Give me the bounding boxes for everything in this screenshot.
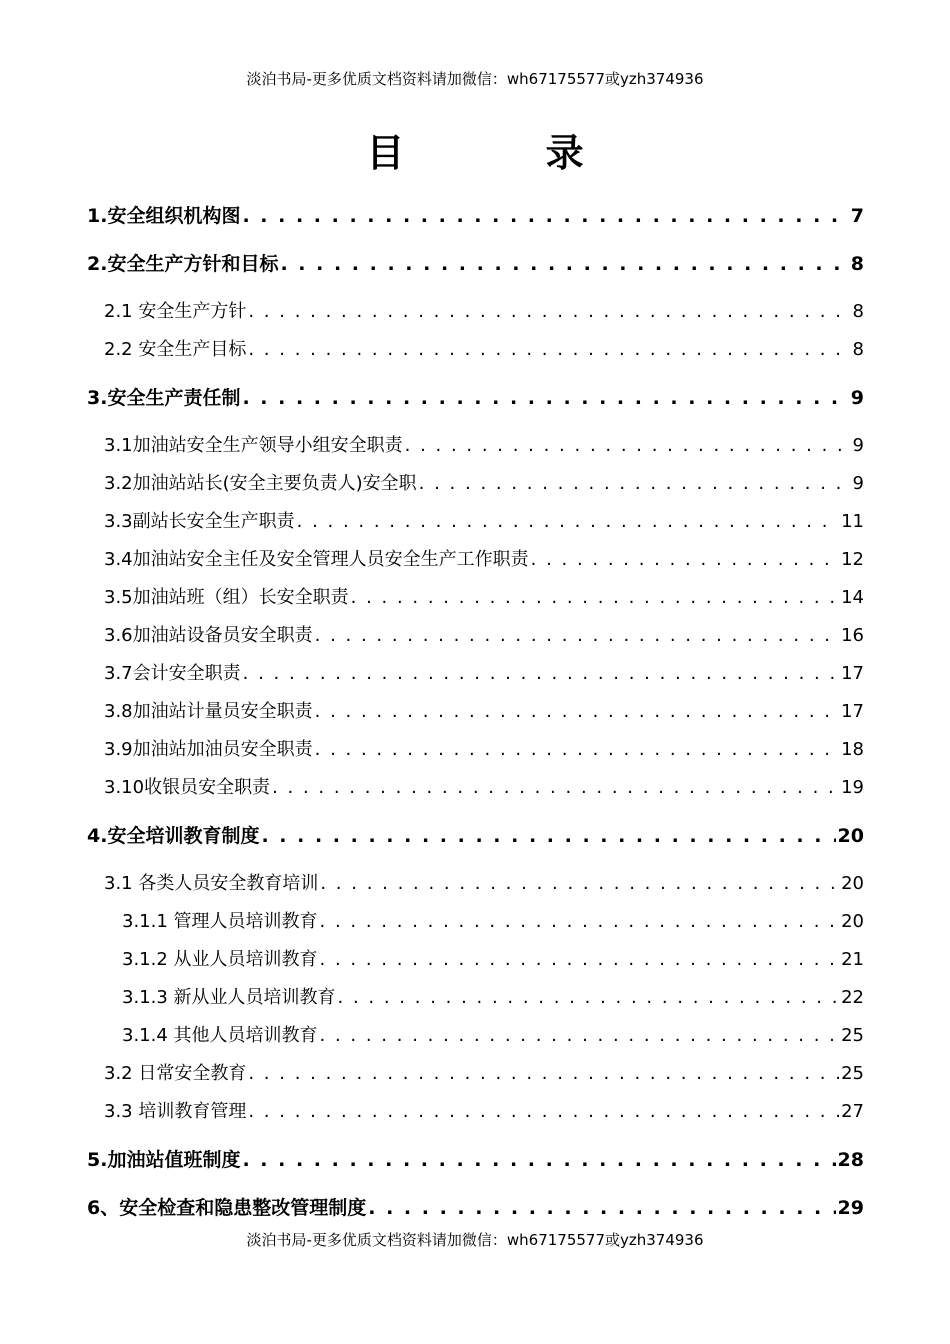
toc-entry-page: 16 (841, 625, 864, 646)
dot-leader (320, 949, 840, 970)
toc-entry[interactable] (104, 469, 864, 495)
toc-entry[interactable] (104, 583, 864, 609)
toc-entry[interactable] (87, 383, 864, 410)
toc-entry-page: 21 (841, 949, 864, 970)
dot-leader (338, 987, 840, 1008)
toc-entry-label: 1.安全组织机构图 (87, 205, 241, 227)
toc-entry-label: 5.加油站值班制度 (87, 1149, 241, 1171)
toc-entry-page: 18 (841, 739, 864, 760)
toc-entry[interactable] (87, 821, 864, 848)
toc-entry-page: 8 (852, 301, 864, 322)
toc-entry[interactable] (104, 735, 864, 761)
toc-entry[interactable] (104, 431, 864, 457)
toc-entry[interactable] (104, 507, 864, 533)
toc-entry-page: 27 (841, 1101, 864, 1122)
toc-entry[interactable] (122, 983, 864, 1009)
toc-entry-page: 11 (841, 511, 864, 532)
toc-entry-label: 3.3副站长安全生产职责 (104, 511, 295, 532)
toc-entry-label: 3.1.3 新从业人员培训教育 (122, 987, 336, 1008)
toc-entry[interactable] (87, 249, 864, 276)
header-watermark: 淡泊书局-更多优质文档资料请加微信：wh67175577或yzh374936 (246, 70, 704, 88)
dot-leader (531, 549, 839, 570)
toc-entry-label: 3.5加油站班（组）长安全职责 (104, 587, 349, 608)
dot-leader (315, 701, 839, 722)
toc-entry-label: 2.1 安全生产方针 (104, 301, 247, 322)
dot-leader (243, 663, 839, 684)
toc-entry-label: 3.1 各类人员安全教育培训 (104, 873, 319, 894)
toc-entry[interactable] (104, 1097, 864, 1123)
dot-leader (248, 339, 850, 360)
toc-entry[interactable] (104, 621, 864, 647)
toc-entry-label: 2.安全生产方针和目标 (87, 253, 279, 275)
dot-leader (351, 587, 839, 608)
dot-leader (320, 873, 839, 894)
toc-entry-label: 3.2加油站站长(安全主要负责人)安全职 (104, 473, 417, 494)
toc-entry[interactable] (104, 869, 864, 895)
toc-entry[interactable] (104, 545, 864, 571)
toc-entry-page: 12 (841, 549, 864, 570)
dot-leader (280, 253, 848, 275)
toc-entry[interactable] (87, 201, 864, 228)
dot-leader (315, 739, 839, 760)
toc-entry-page: 29 (837, 1197, 864, 1219)
dot-leader (248, 1063, 839, 1084)
dot-leader (405, 435, 851, 456)
toc-entry-label: 3.7会计安全职责 (104, 663, 241, 684)
toc-entry-page: 20 (837, 825, 864, 847)
toc-entry-label: 3.6加油站设备员安全职责 (104, 625, 313, 646)
toc-entry[interactable] (122, 945, 864, 971)
dot-leader (248, 301, 850, 322)
toc-entry-label: 3.3 培训教育管理 (104, 1101, 247, 1122)
dot-leader (297, 511, 839, 532)
toc-entry-page: 25 (841, 1063, 864, 1084)
toc-entry-page: 9 (852, 435, 864, 456)
toc-entry-label: 3.安全生产责任制 (87, 387, 241, 409)
toc-entry-page: 17 (841, 663, 864, 684)
toc-entry-page: 14 (841, 587, 864, 608)
toc-entry-page: 9 (852, 473, 864, 494)
toc-entry-label: 3.9加油站加油员安全职责 (104, 739, 313, 760)
toc-entry-label: 6、安全检查和隐患整改管理制度 (87, 1197, 367, 1219)
dot-leader (242, 387, 848, 409)
toc-entry-label: 3.1.4 其他人员培训教育 (122, 1025, 318, 1046)
toc-entry-page: 28 (837, 1149, 864, 1171)
dot-leader (315, 625, 839, 646)
toc-entry-label: 3.1加油站安全生产领导小组安全职责 (104, 435, 403, 456)
page-title: 目 录 (366, 131, 648, 175)
toc-entry-label: 3.2 日常安全教育 (104, 1063, 247, 1084)
toc-entry[interactable] (122, 907, 864, 933)
toc-entry[interactable] (104, 297, 864, 323)
footer-watermark: 淡泊书局-更多优质文档资料请加微信：wh67175577或yzh374936 (246, 1231, 704, 1249)
dot-leader (261, 825, 835, 847)
dot-leader (242, 205, 848, 227)
dot-leader (248, 1101, 839, 1122)
toc-entry-page: 9 (850, 387, 864, 409)
toc-entry[interactable] (104, 1059, 864, 1085)
toc-entry[interactable] (104, 659, 864, 685)
toc-entry[interactable] (87, 1193, 864, 1220)
toc-entry[interactable] (104, 335, 864, 361)
toc-entry-page: 8 (852, 339, 864, 360)
toc-entry[interactable] (104, 773, 864, 799)
toc-entry-page: 20 (841, 873, 864, 894)
dot-leader (320, 1025, 840, 1046)
dot-leader (242, 1149, 835, 1171)
toc-entry-page: 19 (841, 777, 864, 798)
toc-entry[interactable] (104, 697, 864, 723)
toc-entry-page: 20 (841, 911, 864, 932)
toc-entry-page: 17 (841, 701, 864, 722)
toc-entry-page: 8 (850, 253, 864, 275)
dot-leader (320, 911, 840, 932)
toc-entry-label: 3.4加油站安全主任及安全管理人员安全生产工作职责 (104, 549, 529, 570)
dot-leader (419, 473, 851, 494)
toc-entry-label: 3.10收银员安全职责 (104, 777, 271, 798)
toc-entry-page: 25 (841, 1025, 864, 1046)
toc-entry[interactable] (87, 1145, 864, 1172)
toc-entry-label: 3.8加油站计量员安全职责 (104, 701, 313, 722)
dot-leader (368, 1197, 835, 1219)
toc-entry-page: 22 (841, 987, 864, 1008)
toc-entry-page: 7 (850, 205, 864, 227)
toc-entry-label: 3.1.2 从业人员培训教育 (122, 949, 318, 970)
toc-entry-label: 3.1.1 管理人员培训教育 (122, 911, 318, 932)
toc-entry[interactable] (122, 1021, 864, 1047)
dot-leader (272, 777, 839, 798)
toc-entry-label: 4.安全培训教育制度 (87, 825, 260, 847)
toc-entry-label: 2.2 安全生产目标 (104, 339, 247, 360)
